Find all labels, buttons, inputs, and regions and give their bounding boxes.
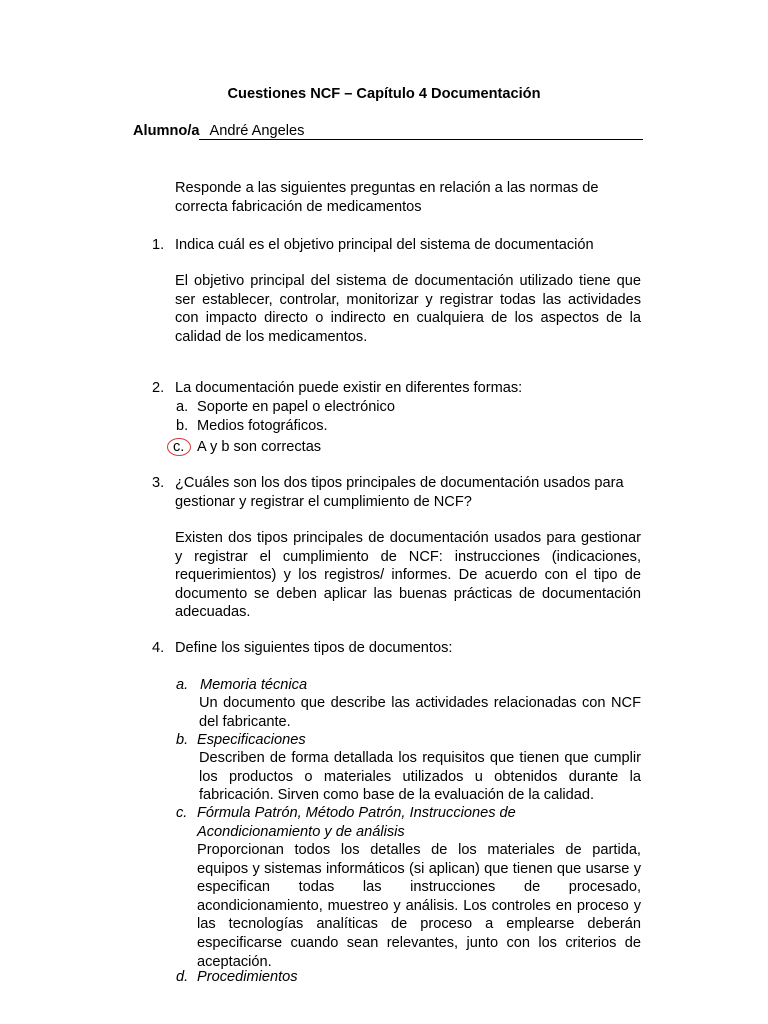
item-definition: Un documento que describe las actividades relacionadas con NCF del fabricante.	[199, 695, 641, 730]
question-text: Define los siguientes tipos de documentos:	[175, 640, 453, 656]
item-letter: b.	[176, 732, 189, 748]
item-term: Especificaciones	[197, 732, 306, 748]
question-number: 2.	[152, 380, 165, 396]
item-letter: a.	[176, 677, 189, 693]
question-text: ¿Cuáles son los dos tipos principales de documentación usados para gestionar y registrar el cumplimiento de NCF?	[175, 475, 624, 510]
item-term: Fórmula Patrón, Método Patrón, Instrucciones de Acondicionamiento y de análisis	[197, 805, 516, 840]
item-letter: c.	[176, 805, 188, 821]
question-number: 1.	[152, 237, 165, 253]
student-label: Alumno/a	[133, 123, 200, 139]
option-letter: c.	[173, 439, 185, 455]
intro-text: Responde a las siguientes preguntas en relación a las normas de correcta fabricación de medicamentos	[175, 180, 599, 215]
option-letter: b.	[176, 418, 189, 434]
option-text: Soporte en papel o electrónico	[197, 399, 395, 415]
option-text: A y b son correctas	[197, 439, 322, 455]
question-number: 4.	[152, 640, 165, 656]
item-term: Memoria técnica	[200, 677, 308, 693]
question-text: La documentación puede existir en diferentes formas:	[175, 380, 523, 396]
question-number: 3.	[152, 475, 165, 491]
question-text: Indica cuál es el objetivo principal del sistema de documentación	[175, 237, 594, 253]
answer-text: Existen dos tipos principales de documentación usados para gestionar y registrar el cumplimiento de NCF: instrucciones (indicaciones, requerimientos) y los registros/ informes. De acuerdo con el tipo de documento se deben aplicar las buenas prácticas de documentación adecuadas.	[175, 530, 641, 621]
option-text: Medios fotográficos.	[197, 418, 328, 434]
answer-text: El objetivo principal del sistema de documentación utilizado tiene que ser establecer, controlar, monitorizar y registrar todas las actividades con impacto directo o indirecto en cualquiera de los aspectos de la calidad de los medicamentos.	[175, 273, 641, 345]
item-term: Procedimientos	[197, 969, 298, 985]
option-letter: a.	[176, 399, 189, 415]
item-letter: d.	[176, 969, 189, 985]
student-name-field: André Angeles	[199, 124, 643, 140]
item-definition: Proporcionan todos los detalles de los materiales de partida, equipos y sistemas informáticos (si aplican) que tienen que usarse y especifican todas las instrucciones de procesado, acondicionamiento, muestreo y análisis. Los controles en proceso y las tecnologías analíticas de proceso a emplearse deberán especificarse cuando sean relevantes, junto con los criterios de aceptación.	[197, 842, 641, 970]
item-definition: Describen de forma detallada los requisitos que tienen que cumplir los productos o materiales utilizados u obtenidos durante la fabricación. Sirven como base de la evaluación de la calidad.	[199, 750, 641, 804]
student-line	[133, 123, 643, 140]
document-title: Cuestiones NCF – Capítulo 4 Documentación	[227, 86, 541, 102]
